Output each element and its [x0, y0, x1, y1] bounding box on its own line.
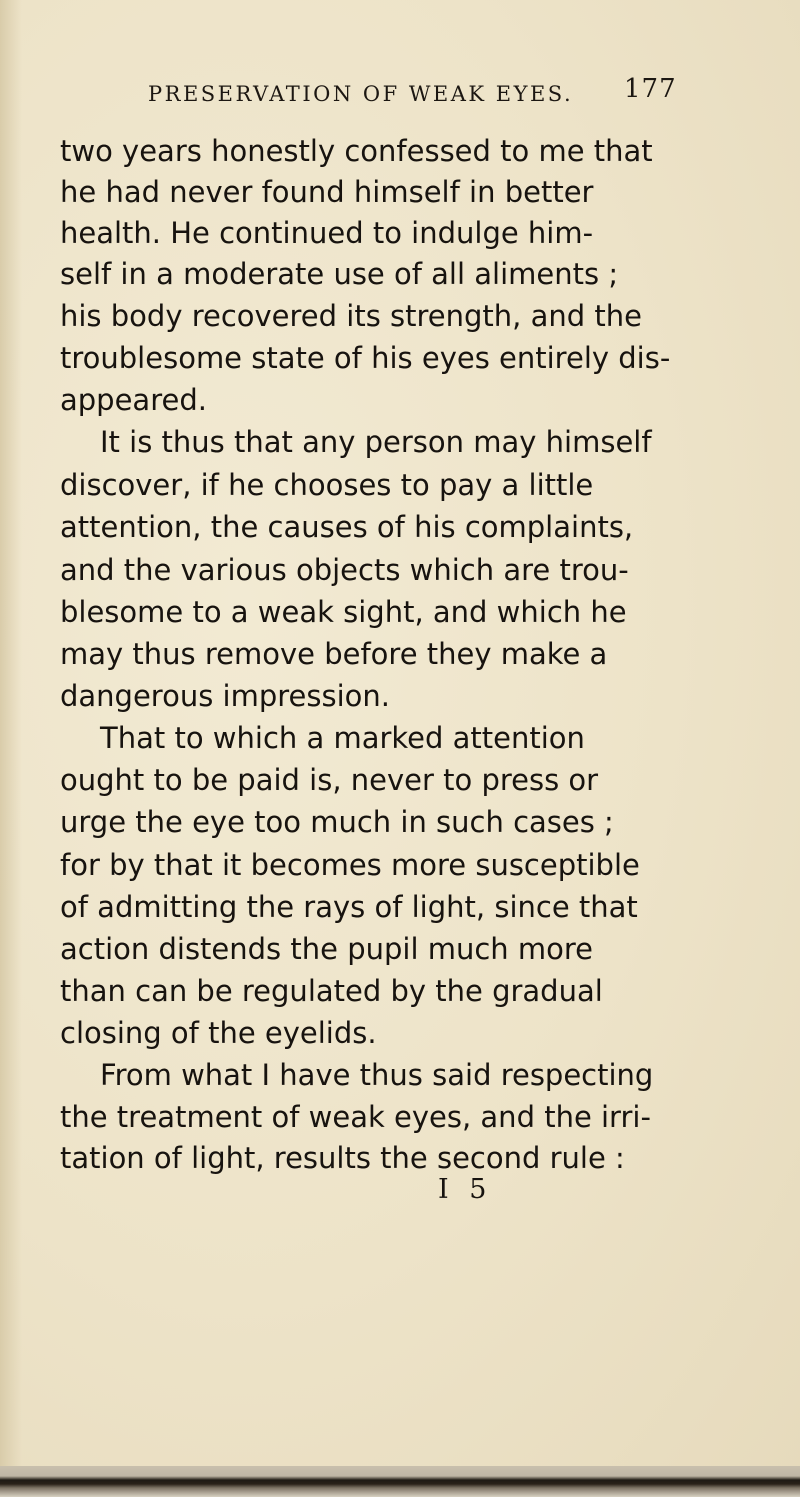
text-line: appeared.: [60, 383, 207, 417]
text-line: closing of the eyelids.: [60, 1016, 377, 1050]
text-line: self in a moderate use of all aliments ;: [60, 257, 619, 291]
text-line: That to which a marked attention: [100, 721, 585, 755]
text-line: health. He continued to indulge him-: [60, 216, 594, 250]
text-line: ought to be paid is, never to press or: [60, 763, 599, 797]
text-line: dangerous impression.: [60, 679, 391, 713]
text-line: his body recovered its strength, and the: [60, 299, 642, 333]
page-edge-strip: [0, 1466, 800, 1497]
text-line: may thus remove before they make a: [60, 637, 608, 671]
page-number: 177: [624, 74, 677, 104]
text-line: blesome to a weak sight, and which he: [60, 595, 627, 629]
signature-mark: I 5: [438, 1174, 493, 1205]
text-line: of admitting the rays of light, since that: [60, 890, 638, 924]
text-line: From what I have thus said respecting: [100, 1058, 654, 1092]
text-line: troublesome state of his eyes entirely dis-: [60, 341, 671, 375]
text-line: and the various objects which are trou-: [60, 553, 629, 587]
text-line: It is thus that any person may himself: [100, 425, 652, 459]
text-line: action distends the pupil much more: [60, 932, 594, 966]
text-line: the treatment of weak eyes, and the irri-: [60, 1100, 651, 1134]
text-line: two years honestly confessed to me that: [60, 134, 653, 168]
text-line: discover, if he chooses to pay a little: [60, 468, 594, 502]
text-line: tation of light, results the second rule :: [60, 1141, 625, 1175]
running-title: PRESERVATION OF WEAK EYES.: [148, 82, 574, 106]
text-line: for by that it becomes more susceptible: [60, 848, 640, 882]
text-line: he had never found himself in better: [60, 175, 594, 209]
text-line: attention, the causes of his complaints,: [60, 510, 634, 544]
text-line: urge the eye too much in such cases ;: [60, 805, 614, 839]
text-line: than can be regulated by the gradual: [60, 974, 603, 1008]
